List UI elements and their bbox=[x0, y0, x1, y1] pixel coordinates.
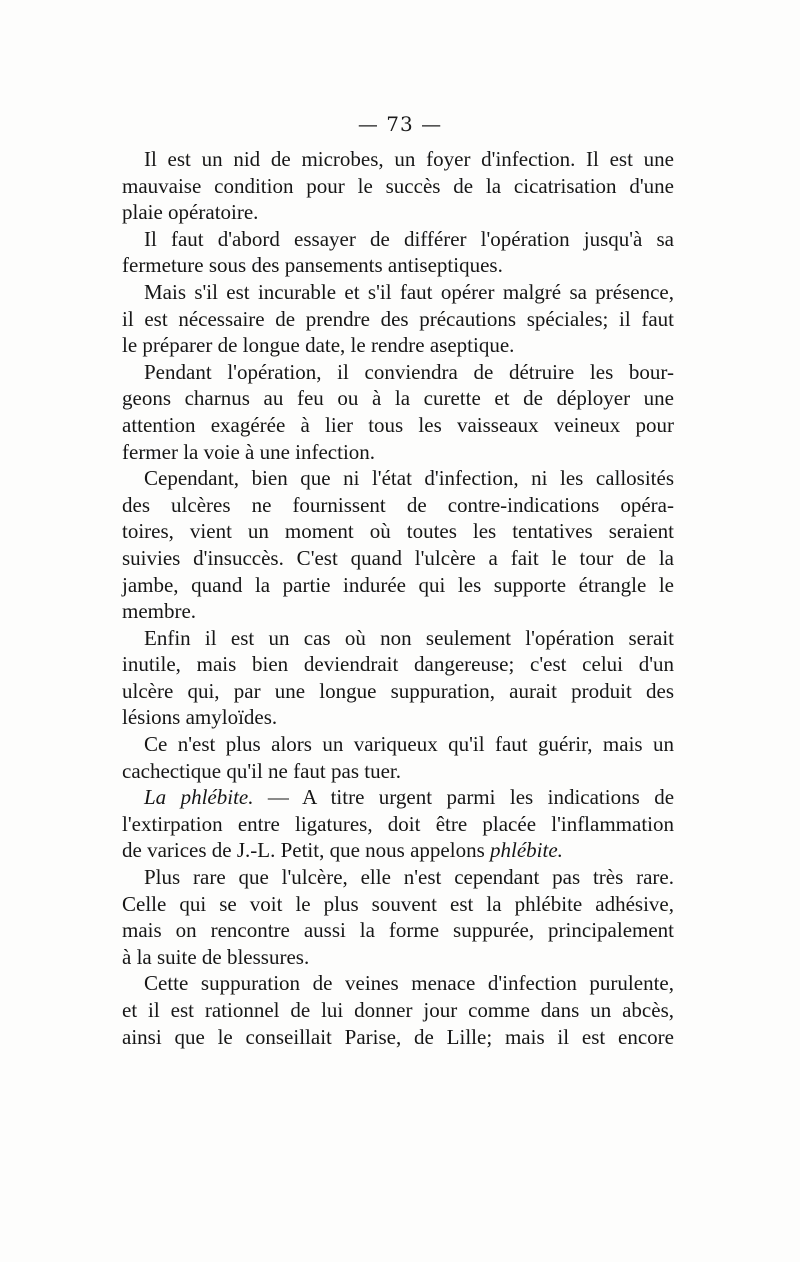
line-text: Mais s'il est incurable et s'il faut opérer malgré sa présence, bbox=[144, 279, 674, 304]
line-text: l'extirpation entre ligatures, doit être placée l'inflammation bbox=[122, 811, 674, 836]
line-text: suivies d'insuccès. C'est quand l'ulcère a fait le tour de la bbox=[122, 545, 674, 570]
line-text: — A titre urgent parmi les indications de bbox=[253, 785, 675, 810]
text-line bbox=[122, 518, 674, 545]
text-line bbox=[122, 784, 674, 811]
text-line bbox=[122, 997, 674, 1024]
text-line bbox=[122, 465, 674, 492]
line-text: ulcère qui, par une longue suppuration, aurait produit des bbox=[122, 678, 674, 703]
line-text: cachectique qu'il ne faut pas tuer. bbox=[122, 758, 401, 783]
text-line bbox=[122, 359, 674, 386]
text-line bbox=[122, 891, 674, 918]
line-text: et il est rationnel de lui donner jour comme dans un abcès, bbox=[122, 998, 674, 1022]
line-text: mais on rencontre aussi la forme suppurée, principalement bbox=[122, 918, 674, 943]
italic-term: phlébite. bbox=[490, 838, 563, 863]
line-text: attention exagérée à lier tous les vaisseaux veineux pour bbox=[122, 412, 674, 437]
line-text: geons charnus au feu ou à la curette et de déployer une bbox=[122, 386, 674, 411]
text-line bbox=[122, 492, 674, 519]
line-text: Plus rare que l'ulcère, elle n'est cependant pas très rare. bbox=[144, 865, 674, 890]
text-line bbox=[122, 625, 674, 652]
line-text: fermeture sous des pansements antiseptiques. bbox=[122, 253, 503, 278]
line-text: Cependant, bien que ni l'état d'infection, ni les callosités bbox=[144, 466, 674, 491]
body-text bbox=[122, 146, 674, 1050]
text-line bbox=[122, 439, 674, 466]
line-text: lésions amyloïdes. bbox=[122, 705, 278, 730]
text-line bbox=[122, 970, 674, 997]
line-text: des ulcères ne fournissent de contre-indications opéra- bbox=[122, 492, 674, 517]
italic-heading: La phlébite. bbox=[144, 785, 254, 810]
text-line bbox=[122, 864, 674, 891]
text-line bbox=[122, 173, 674, 200]
line-text: mauvaise condition pour le succès de la cicatrisation d'une bbox=[122, 173, 674, 198]
line-text: fermer la voie à une infection. bbox=[122, 439, 376, 464]
text-line bbox=[122, 226, 674, 253]
line-text: inutile, mais bien deviendrait dangereuse; c'est celui d'un bbox=[122, 652, 674, 677]
line-text: Ce n'est plus alors un variqueux qu'il faut guérir, mais un bbox=[144, 732, 674, 757]
text-line bbox=[122, 731, 674, 758]
text-line bbox=[122, 944, 674, 971]
line-text: Pendant l'opération, il conviendra de détruire les bour- bbox=[144, 359, 674, 384]
text-line bbox=[122, 758, 674, 785]
text-line bbox=[122, 146, 674, 173]
page-number: — 73 — bbox=[357, 112, 443, 136]
text-line bbox=[122, 678, 674, 705]
text-line bbox=[122, 332, 674, 359]
text-line bbox=[122, 704, 674, 731]
text-line bbox=[122, 598, 674, 625]
line-text: Enfin il est un cas où non seulement l'opération serait bbox=[144, 625, 674, 650]
line-text: toires, vient un moment où toutes les tentatives seraient bbox=[122, 519, 674, 544]
line-text: membre. bbox=[122, 599, 197, 624]
text-line bbox=[122, 199, 674, 226]
text-line bbox=[122, 306, 674, 333]
text-line bbox=[122, 837, 674, 864]
line-text: à la suite de blessures. bbox=[122, 944, 310, 969]
line-text: de varices de J.-L. Petit, que nous appelons bbox=[122, 838, 490, 863]
line-text: ainsi que le conseillait Parise, de Lille; mais il est encore bbox=[122, 1024, 674, 1049]
line-text: Celle qui se voit le plus souvent est la phlébite adhésive, bbox=[122, 891, 674, 916]
text-line bbox=[122, 917, 674, 944]
line-text: il est nécessaire de prendre des précautions spéciales; il faut bbox=[122, 306, 674, 331]
text-line bbox=[122, 412, 674, 439]
line-text: Cette suppuration de veines menace d'infection purulente, bbox=[144, 971, 674, 996]
text-line bbox=[122, 385, 674, 412]
text-line bbox=[122, 572, 674, 599]
text-line bbox=[122, 545, 674, 572]
line-text: plaie opératoire. bbox=[122, 200, 259, 225]
line-text: le préparer de longue date, le rendre aseptique. bbox=[122, 333, 515, 358]
text-line bbox=[122, 651, 674, 678]
text-line bbox=[122, 1024, 674, 1051]
text-line bbox=[122, 279, 674, 306]
line-text: jambe, quand la partie indurée qui les supporte étrangle le bbox=[122, 572, 674, 597]
text-line bbox=[122, 252, 674, 279]
line-text: Il est un nid de microbes, un foyer d'infection. Il est une bbox=[144, 147, 674, 171]
line-text: Il faut d'abord essayer de différer l'opération jusqu'à sa bbox=[144, 226, 674, 251]
text-line bbox=[122, 811, 674, 838]
